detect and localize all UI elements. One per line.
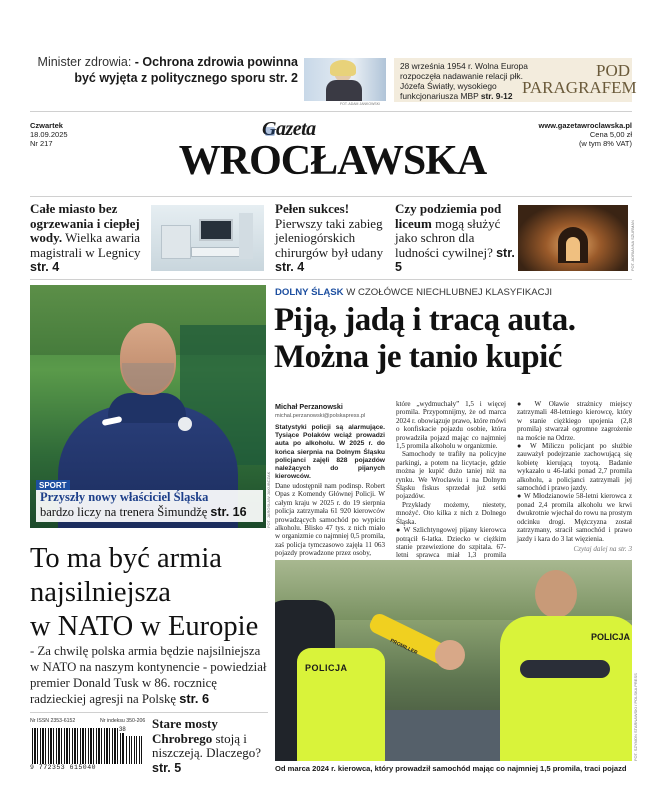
- top-teaser-headline-1: - Ochrona zdrowia powinna: [134, 55, 298, 69]
- main-title-line-2: Można je tanio kupić: [274, 339, 562, 375]
- main-photo-caption: Od marca 2024 r. kierowca, który prowadził samochód mając co najmniej 1,5 promila, traci pojazd: [275, 764, 627, 773]
- byline: [275, 402, 385, 419]
- continued-link[interactable]: Czytaj dalej na str. 3: [573, 544, 632, 553]
- teaser-shelter-credit: FOT. ADRIANNA SZURMAN: [630, 220, 635, 271]
- top-teaser[interactable]: [30, 54, 298, 86]
- sport-tag: SPORT: [36, 480, 70, 491]
- officer-right-head: [535, 570, 577, 618]
- top-teaser-lead: Minister zdrowia:: [37, 55, 132, 69]
- issue-date: 18.09.2025: [30, 130, 68, 139]
- price: Cena 5,00 zł: [589, 130, 632, 139]
- main-kicker: [275, 287, 552, 298]
- barcode-issue-bars: [126, 736, 144, 764]
- issue-info: [30, 121, 68, 148]
- author-name: Michał Perzanowski: [275, 402, 343, 411]
- breathalyzer-label: PROMILLER: [389, 637, 419, 657]
- issue-day: Czwartek: [30, 121, 63, 130]
- barcode: [32, 728, 124, 764]
- teaser-legnica-photo: [151, 205, 264, 271]
- history-text: 28 września 1954 r. Wolna Europa rozpoczęła nadawanie relacji płk. Józefa Światły, wysokiego funkcjonariusza MBP str. 9-12: [400, 61, 528, 101]
- teaser-divider: [30, 279, 632, 280]
- teaser-shelter[interactable]: Czy podziemia pod liceum mogą służyć jako schron dla ludności cywilnej? str. 5: [395, 201, 515, 274]
- minister-photo-credit: FOT. ADAM JANKOWSKI: [340, 102, 381, 106]
- pod-paragrafem-logo: POD PARAGRAFEM: [522, 61, 637, 97]
- author-email: michal.perzanowski@polskapress.pl: [275, 413, 366, 419]
- bridges-teaser[interactable]: Stare mosty Chrobrego stoją i niszczeją. Dlaczego? str. 5: [152, 716, 261, 775]
- main-title-line-1: Piją, jadą i tracą auta.: [274, 302, 576, 338]
- main-kicker-region: DOLNY ŚLĄSK: [275, 287, 344, 298]
- main-col-2: które „wydmuchały” 1,5 i więcej promila. Przypomnijmy, że od marca 2024 r. obowiązuje prawo, które mówi o konfiskacie pojazdu osobie, która prowadziła pojazd mając co najmniej 1,5 promila alkoholu w organizmie. Samochody te trafiły na policyjne parkingi, a potem na licytacje, gdzie można je kupić dużo taniej niż na rynku. We Wrocławiu i na Dolnym Śląsku fiskus sprzedał już setki pojazdów. Przykłady możemy, niestety, mnożyć. Oto kilka z nich z Dolnego Śląska. ● W Szlichtyngowej pijany kierowca potrącił 6-latka. Dziecko w ciężkim stanie przewiezione do szpitala. 67-letni sprawca miał 1,3 promila: [396, 400, 506, 560]
- index-number: Nr indeksu 350-206: [100, 718, 146, 724]
- vat: (w tym 8% VAT): [578, 139, 632, 148]
- vest-label-left: POLICJA: [305, 663, 348, 673]
- top-teaser-headline-2: być wyjęta z politycznego sporu: [74, 71, 266, 85]
- logo-gazeta: Gazeta: [262, 118, 316, 140]
- minister-photo: [304, 58, 386, 101]
- main-col-1: Dane udostępnił nam podinsp. Robert Opas z Komendy Głównej Policji. W całym kraju w 2025 r. do 19 sierpnia policja zatrzymała 61 920 kierowców prowadzących samochód po wypiciu alkoholu. Blisko 47 tys. z nich miało w organizmie co najmniej 0,5 promila, zaś policja tymczasowo zajęła 11 063 pojazdy prowadzone przez osoby,: [275, 482, 385, 558]
- barcode-number: 9 772353 615040: [30, 764, 97, 771]
- top-teaser-page: str. 2: [268, 71, 298, 85]
- bridges-page: str. 5: [152, 760, 182, 775]
- barcode-issue: 38: [119, 727, 126, 733]
- logo-gazeta-mark: [265, 127, 275, 136]
- main-photo-credit: FOT. SZYMON STARNAWSKI / POLSKA PRESS: [633, 673, 638, 761]
- price-info: [520, 121, 632, 148]
- sport-photo-credit: FOT. JAROSŁAW JAKUBCZAK: [266, 471, 271, 528]
- nato-body: - Za chwilę polska armia będzie najsilniejsza w NATO na naszym kontynencie - powiedział premier Donald Tusk w 86. rocznicę radzieckiej agresji na Polskę str. 6: [30, 644, 267, 707]
- sport-page: str. 16: [210, 505, 247, 519]
- teaser-shelter-page: str. 5: [395, 245, 515, 274]
- teaser-surgeons[interactable]: Pełen sukces! Pierwszy taki zabieg jeleniogórskich chirurgów był udany str. 4: [275, 201, 384, 274]
- nato-title[interactable]: To ma być armia najsilniejsza w NATO w Europie: [30, 543, 259, 642]
- teaser-shelter-photo: [518, 205, 628, 271]
- vest-label-right: POLICJA: [591, 632, 631, 642]
- logo-wroclawska: WROCŁAWSKA: [178, 138, 487, 184]
- main-kicker-text: W CZOŁÓWCE NIECHLUBNEJ KLASYFIKACJI: [346, 287, 553, 298]
- top-divider: [30, 111, 632, 112]
- footer-divider: [30, 712, 268, 713]
- main-lead: Statystyki policji są alarmujące. Tysiące Polaków wciąż prowadzi auta po alkoholu. W 2025 r. do końca sierpnia na Dolnym Śląsku policjanci zajęli 828 pojazdów należących do pijanych kierowców.: [275, 424, 385, 481]
- main-photo[interactable]: [275, 560, 632, 761]
- issue-number: Nr 217: [30, 139, 53, 148]
- masthead-divider: [30, 196, 632, 197]
- sport-headline: Przyszły nowy właściciel Śląska bardzo liczy na trenera Šimundžę str. 16: [40, 490, 247, 519]
- teaser-legnica[interactable]: Całe miasto bez ogrzewania i ciepłej wody. Wielka awaria magistrali w Legnicy str. 4: [30, 201, 141, 274]
- teaser-surgeons-page: str. 4: [275, 260, 305, 274]
- nato-page: str. 6: [179, 691, 210, 707]
- main-col-3: ● W Oławie strażnicy miejscy zatrzymali 48-letniego kierowcę, który w stanie ciężkiego upojenia (2,8 promila) stwarzał ogromne zagrożenie na moście na Odrze. ● W Miliczu policjant po służbie zauważył podejrzanie zachowującą się kobietę kierującą toyotą. Badanie wykazało u 46-latki ponad 2,7 promila alkoholu, a policjanci zatrzymali jej samochód i prawo jazdy. ● W Młodzianowie 58-letni kierowca z ponad 2,4 promila alkoholu we krwi dwukrotnie wjechał do rowu na prostym odcinku drogi. Mężczyzna został zatrzymany, stracił samochód i prawo jazdy i kara do 3 lat więzienia. Czytaj dalej na str. 3: [517, 400, 632, 553]
- issn: Nr ISSN 2353-6152: [30, 718, 76, 724]
- website: www.gazetawroclawska.pl: [538, 121, 632, 130]
- main-title[interactable]: [274, 302, 634, 376]
- teaser-legnica-page: str. 4: [30, 260, 60, 274]
- history-page: str. 9-12: [480, 91, 513, 101]
